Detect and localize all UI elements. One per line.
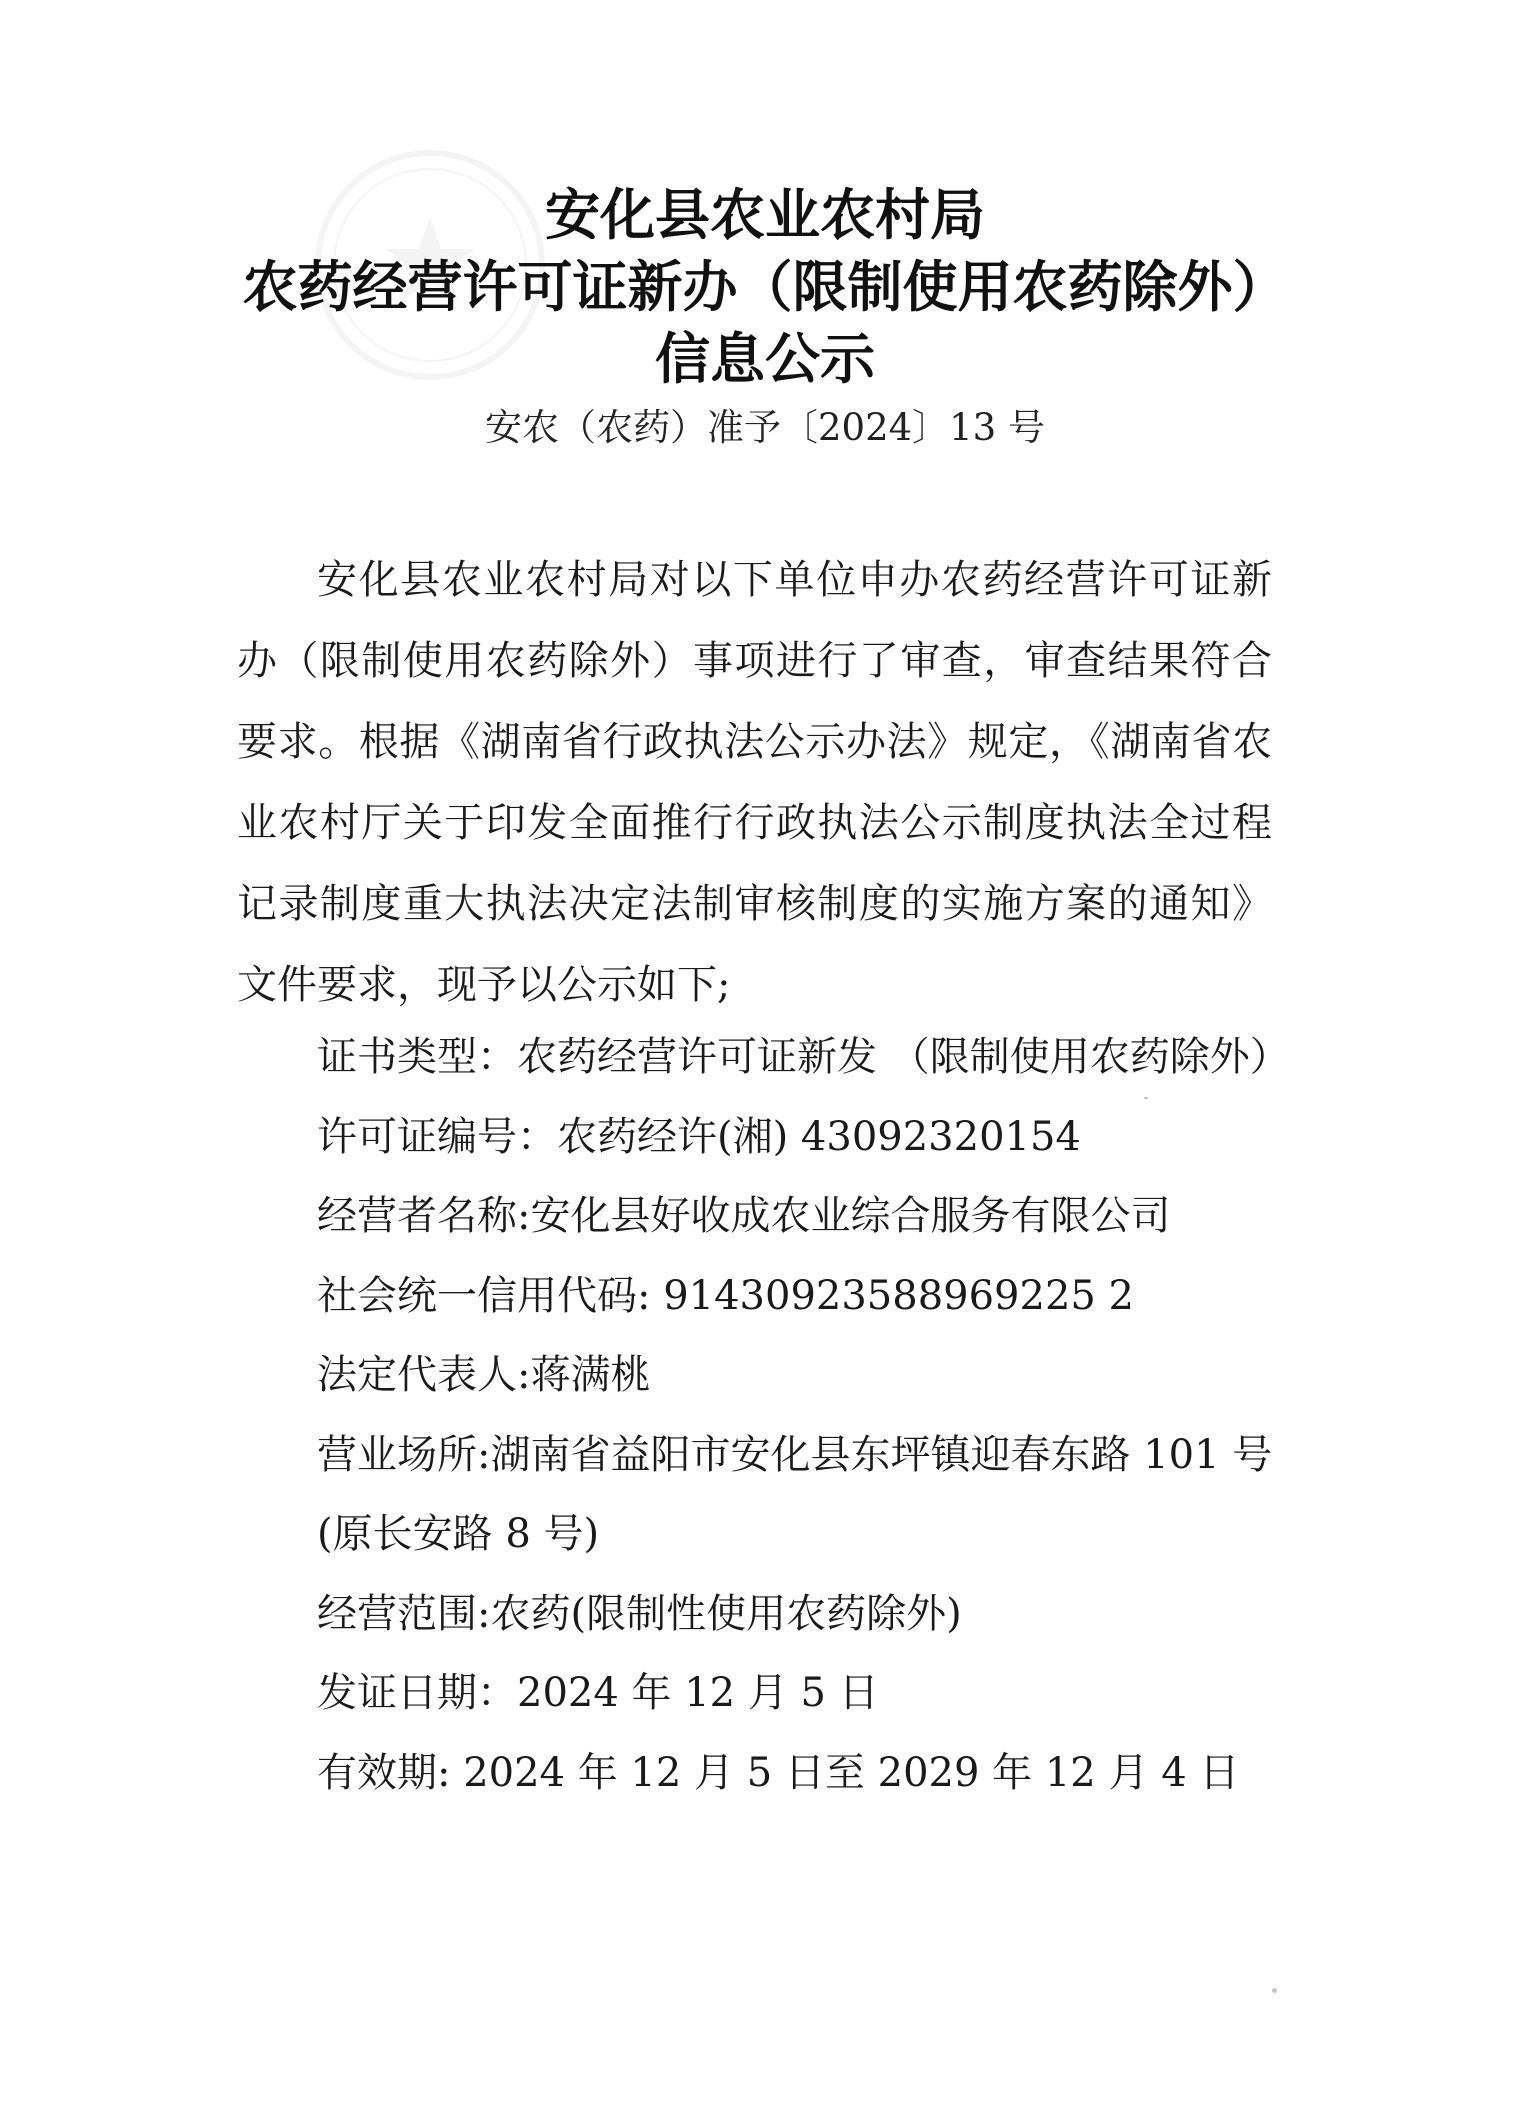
- field-business-scope: [317, 1575, 1277, 1655]
- field-value: 农药经营许可证新发 （限制使用农药除外）: [517, 1034, 1290, 1080]
- field-operator-name: [317, 1177, 1277, 1257]
- field-value: 湖南省益阳市安化县东坪镇迎春东路 101 号: [490, 1431, 1273, 1478]
- field-label: 社会统一信用代码:: [317, 1272, 664, 1319]
- field-label: 经营者名称:: [317, 1193, 531, 1239]
- page-title-line-2: 农药经营许可证新办（限制使用农药除外）: [242, 255, 1288, 319]
- field-value: 农药经许(湘) 43092320154: [557, 1113, 1081, 1160]
- field-label: 证书类型：: [317, 1034, 517, 1080]
- field-value: 蒋满桃: [530, 1352, 651, 1398]
- field-label: 法定代表人:: [317, 1352, 531, 1398]
- field-license-number: [317, 1098, 1277, 1178]
- page-title-line-1: 安化县农业农村局: [544, 183, 985, 247]
- field-credit-code: [317, 1257, 1277, 1337]
- field-label: 有效期:: [317, 1749, 464, 1796]
- field-business-address-continued: [317, 1495, 1277, 1575]
- page-title-line-3: 信息公示: [654, 327, 875, 391]
- intro-paragraph: 安化县农业农村局对以下单位申办农药经营许可证新办（限制使用农药除外）事项进行了审查，审查结果符合要求。根据《湖南省行政执法公示办法》规定，《湖南省农业农村厅关于印发全面推行行政执法公示制度执法全过程记录制度重大执法决定法制审核制度的实施方案的通知》文件要求，现予以公示如下;: [237, 557, 1272, 1008]
- scan-speck: [1144, 1097, 1148, 1099]
- field-label: 营业场所:: [317, 1431, 491, 1478]
- scan-speck: [1272, 1988, 1277, 1993]
- field-certificate-type: [317, 1018, 1290, 1098]
- license-info-list: [317, 1018, 1290, 1813]
- field-value: 2024 年 12 月 5 日: [517, 1670, 879, 1716]
- field-validity-period: [317, 1734, 1277, 1814]
- field-value: 安化县好收成农业综合服务有限公司: [530, 1193, 1171, 1239]
- field-value: 2024 年 12 月 5 日至 2029 年 12 月 4 日: [463, 1749, 1240, 1796]
- field-value: 91430923588969225 2: [663, 1272, 1135, 1319]
- field-label: 经营范围:: [317, 1590, 491, 1637]
- field-value: (原长安路 8 号): [317, 1511, 600, 1557]
- field-legal-representative: [317, 1336, 1277, 1416]
- field-label: 许可证编号：: [317, 1113, 557, 1160]
- field-label: 发证日期：: [317, 1670, 517, 1716]
- field-value: 农药(限制性使用农药除外): [490, 1590, 962, 1637]
- field-issue-date: [317, 1654, 1277, 1734]
- body-text: [237, 540, 1272, 1026]
- field-business-address: [317, 1416, 1277, 1496]
- document-number: 安农（农药）准予〔2024〕13 号: [484, 406, 1045, 449]
